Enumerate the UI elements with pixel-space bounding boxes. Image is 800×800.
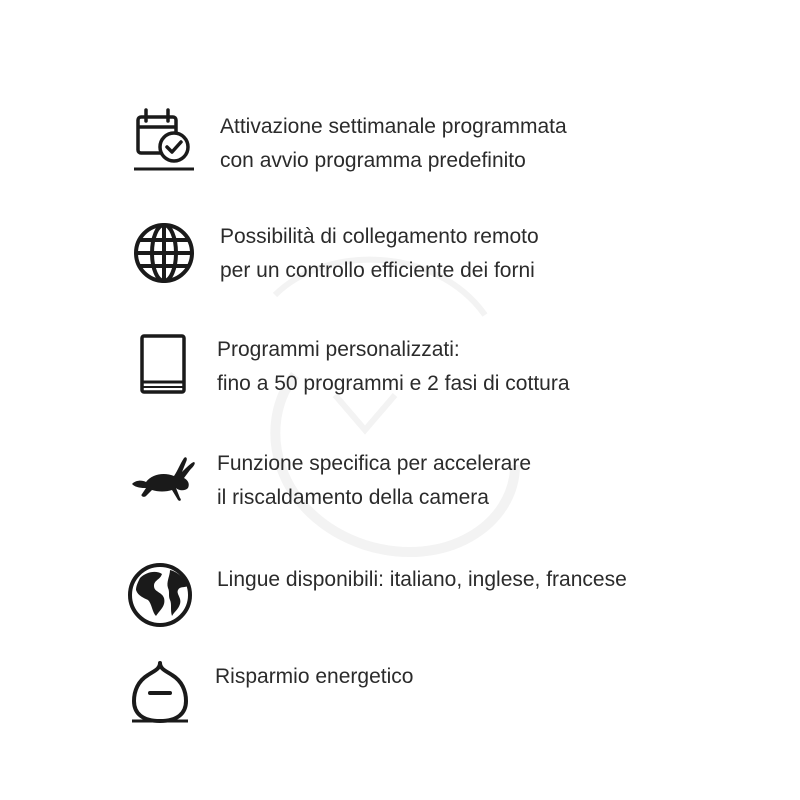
feature-text (215, 660, 413, 694)
feature-line: Risparmio energetico (215, 665, 414, 688)
book-icon (126, 328, 202, 404)
feature-line: Possibilità di collegamento remoto (220, 225, 539, 248)
feature-text (217, 447, 531, 515)
watermark-logo (215, 255, 535, 575)
feature-text (220, 220, 539, 288)
feature-text (217, 333, 570, 401)
feature-line: Programmi personalizzati: (217, 338, 460, 361)
globe-grid-icon (126, 215, 202, 291)
feature-line: fino a 50 programmi e 2 fasi di cottura (217, 372, 570, 395)
calendar-check-icon (126, 105, 202, 181)
feature-line: per un controllo efficiente dei forni (220, 259, 535, 282)
feature-line: Funzione specifica per accelerare (217, 452, 531, 475)
feature-line: Lingue disponibili: italiano, inglese, francese (217, 568, 627, 591)
earth-icon (126, 558, 202, 634)
feature-line: Attivazione settimanale programmata (220, 115, 567, 138)
rabbit-icon (126, 442, 202, 518)
feature-text (220, 110, 567, 178)
energy-saving-icon (126, 655, 202, 731)
feature-line: il riscaldamento della camera (217, 486, 489, 509)
feature-text (217, 563, 627, 597)
feature-line: con avvio programma predefinito (220, 149, 526, 172)
